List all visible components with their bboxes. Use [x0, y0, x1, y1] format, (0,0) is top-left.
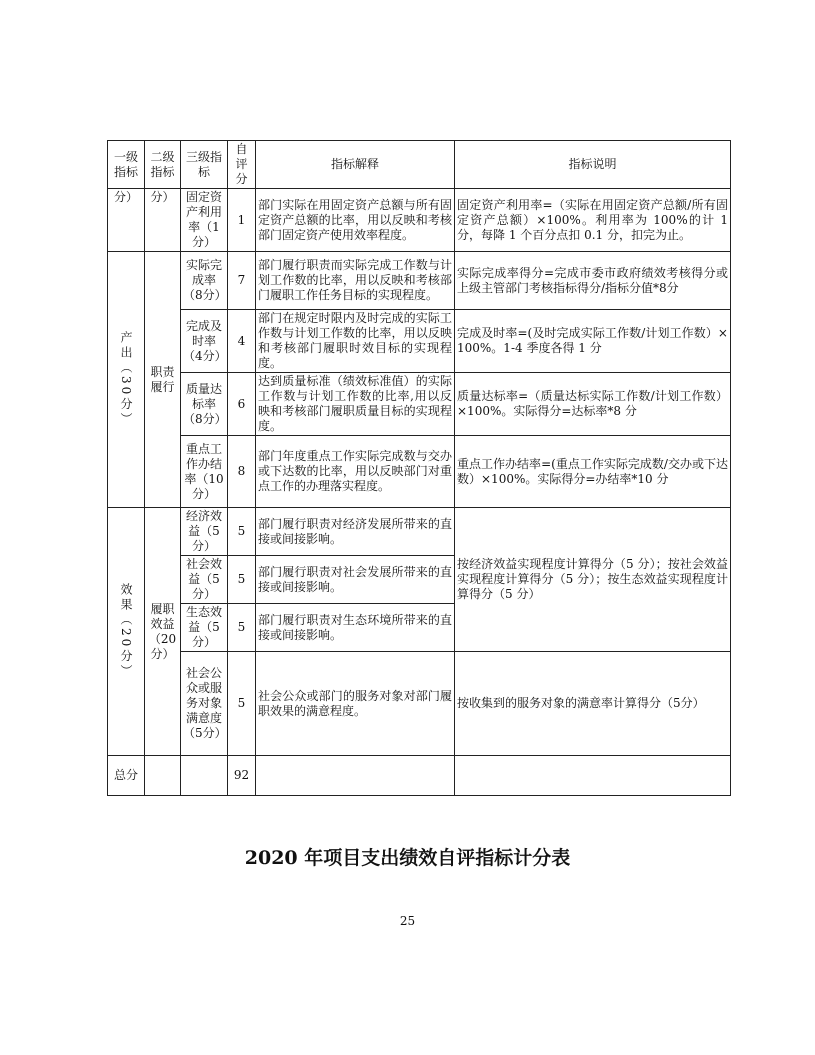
level1-effect-cell — [108, 508, 145, 756]
table-row — [108, 310, 731, 373]
explanation-cell: 部门履行职责而实际完成工作数与计划工作数的比率，用以反映和考核部门履职工作任务目标的实现程度。 — [256, 252, 455, 310]
total-row — [108, 756, 731, 796]
level2-cell: 分） — [145, 189, 181, 252]
level3-cell: 固定资产利用率（1分） — [181, 189, 228, 252]
table-row — [108, 508, 731, 556]
score-cell: 4 — [228, 310, 256, 373]
empty-cell — [145, 756, 181, 796]
total-score: 92 — [228, 756, 256, 796]
header-level1: 一级指标 — [108, 141, 145, 189]
level3-cell: 重点工作办结率（10分） — [181, 436, 228, 508]
table-row — [108, 252, 731, 310]
level3-cell: 完成及时率（4分） — [181, 310, 228, 373]
level3-cell: 实际完成率（8分） — [181, 252, 228, 310]
score-cell: 5 — [228, 652, 256, 756]
header-level2: 二级指标 — [145, 141, 181, 189]
score-cell: 6 — [228, 373, 256, 436]
note-cell: 固定资产利用率=（实际在用固定资产总额/所有固定资产总额）×100%。利用率为 100%的计 1 分，每降 1 个百分点扣 0.1 分，扣完为止。 — [455, 189, 731, 252]
level2-duty-cell: 职责履行 — [145, 252, 181, 508]
score-cell: 5 — [228, 508, 256, 556]
note-cell: 质量达标率=（质量达标实际工作数/计划工作数）×100%。实际得分=达标率*8 分 — [455, 373, 731, 436]
level3-cell: 生态效益（5分） — [181, 604, 228, 652]
table-header-row — [108, 141, 731, 189]
score-cell: 8 — [228, 436, 256, 508]
level3-cell: 经济效益（5分） — [181, 508, 228, 556]
level3-cell: 社会效益（5分） — [181, 556, 228, 604]
table-row — [108, 436, 731, 508]
score-cell: 5 — [228, 556, 256, 604]
note-cell: 重点工作办结率=(重点工作实际完成数/交办或下达数）×100%。实际得分=办结率*10 分 — [455, 436, 731, 508]
explanation-cell: 部门履行职责对经济发展所带来的直接或间接影响。 — [256, 508, 455, 556]
header-note: 指标说明 — [455, 141, 731, 189]
total-label: 总分 — [108, 756, 145, 796]
header-self-score: 自评分 — [228, 141, 256, 189]
explanation-cell: 部门年度重点工作实际完成数与交办或下达数的比率，用以反映部门对重点工作的办理落实程度。 — [256, 436, 455, 508]
empty-cell — [256, 756, 455, 796]
explanation-cell: 部门履行职责对社会发展所带来的直接或间接影响。 — [256, 556, 455, 604]
level1-output-cell — [108, 252, 145, 508]
note-cell: 按收集到的服务对象的满意率计算得分（5分） — [455, 652, 731, 756]
explanation-cell: 部门履行职责对生态环境所带来的直接或间接影响。 — [256, 604, 455, 652]
level3-cell: 质量达标率（8分） — [181, 373, 228, 436]
header-level3: 三级指标 — [181, 141, 228, 189]
level1-effect-text: 效果（20分） — [119, 583, 133, 680]
explanation-cell: 社会公众或部门的服务对象对部门履职效果的满意程度。 — [256, 652, 455, 756]
explanation-cell: 部门在规定时限内及时完成的实际工作数与计划工作数的比率，用以反映和考核部门履职时效目标的实现程度。 — [256, 310, 455, 373]
page-title: 2020 年项目支出绩效自评指标计分表 — [244, 847, 571, 869]
note-cell: 实际完成率得分=完成市委市政府绩效考核得分或上级主管部门考核指标得分/指标分值*8分 — [455, 252, 731, 310]
level1-output-text: 产出（30分） — [119, 331, 133, 428]
table-row — [108, 373, 731, 436]
explanation-cell: 达到质量标准（绩效标准值）的实际工作数与计划工作数的比率,用以反映和考核部门履职质量目标的实现程度。 — [256, 373, 455, 436]
performance-evaluation-table — [107, 140, 731, 796]
level2-benefit-cell: 履职效益（20分） — [145, 508, 181, 756]
table-row — [108, 652, 731, 756]
score-cell: 5 — [228, 604, 256, 652]
explanation-cell: 部门实际在用固定资产总额与所有固定资产总额的比率，用以反映和考核部门固定资产使用效率程度。 — [256, 189, 455, 252]
note-cell: 完成及时率=(及时完成实际工作数/计划工作数）×100%。1-4 季度各得 1 分 — [455, 310, 731, 373]
combined-note-cell: 按经济效益实现程度计算得分（5 分）；按社会效益实现程度计算得分（5 分）；按生态效益实现程度计算得分（5 分） — [455, 508, 731, 652]
page-number: 25 — [399, 914, 416, 928]
level1-cell: 分） — [108, 189, 145, 252]
empty-cell — [181, 756, 228, 796]
header-explanation: 指标解释 — [256, 141, 455, 189]
score-cell: 7 — [228, 252, 256, 310]
level3-cell: 社会公众或服务对象满意度（5分） — [181, 652, 228, 756]
score-cell: 1 — [228, 189, 256, 252]
table-row — [108, 189, 731, 252]
empty-cell — [455, 756, 731, 796]
